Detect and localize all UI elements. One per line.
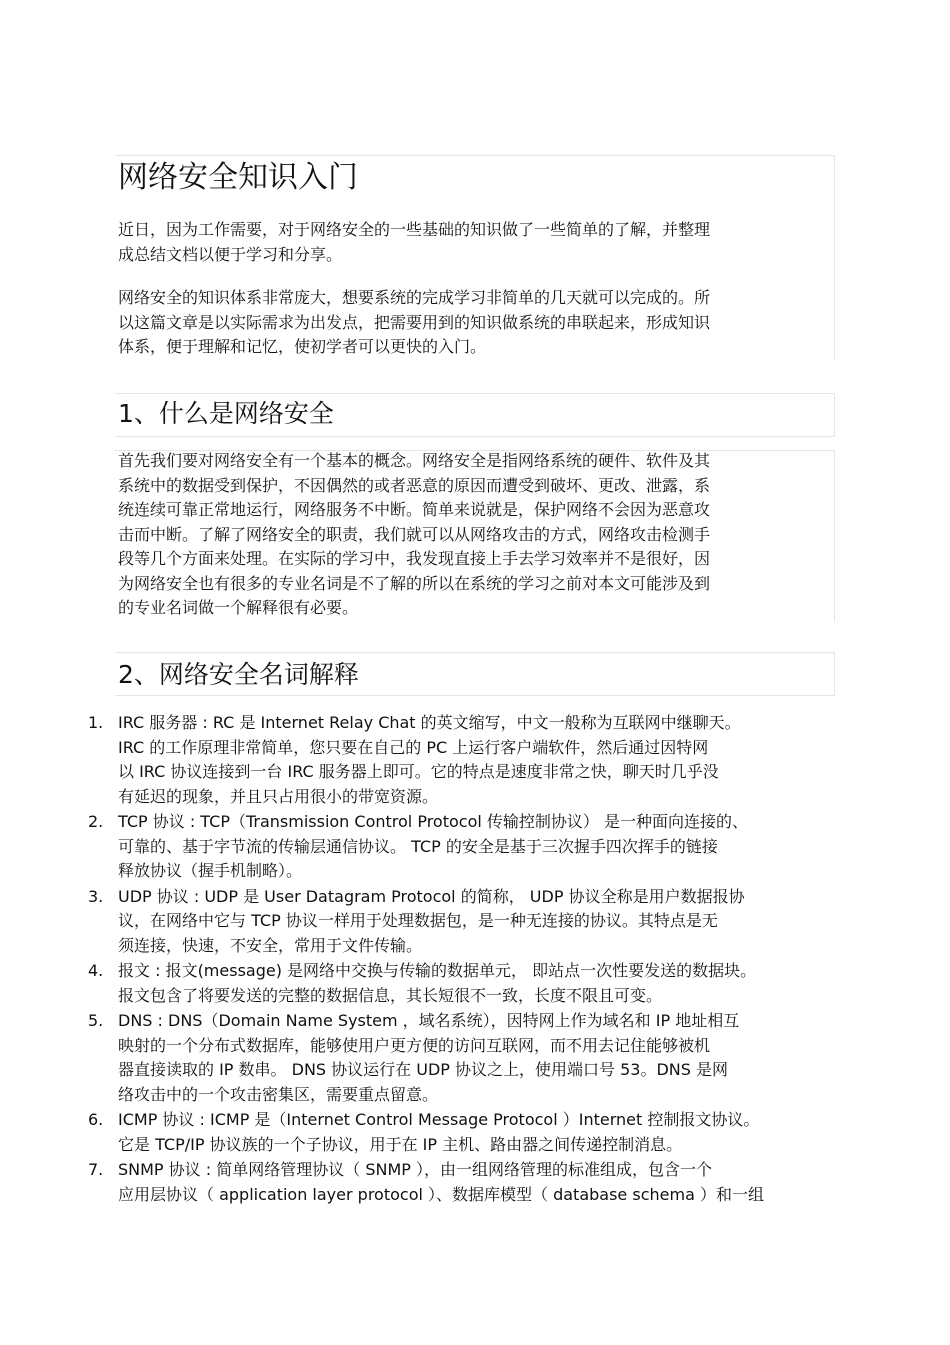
text-line: 成总结文档以便于学习和分享。 [118,244,343,264]
list-number: 2. [88,812,104,831]
page-title: 网络安全知识入门 [118,160,358,195]
text-line: 议，在网络中它与 TCP 协议一样用于处理数据包，是一种无连接的协议。其特点是无 [118,911,718,930]
text-line: 首先我们要对网络安全有一个基本的概念。网络安全是指网络系统的硬件、软件及其 [118,451,711,470]
text-line: 报文 : 报文(message) 是网络中交换与传输的数据单元， 即站点一次性要发送的数据块。 [118,961,757,980]
list-item [88,959,833,1008]
section1-heading: 1、什么是网络安全 [118,399,334,428]
text-line: 报文包含了将要发送的完整的数据信息，其长短很不一致，长度不限且可变。 [118,985,663,1005]
text-line: 为网络安全也有很多的专业名词是不了解的所以在系统的学习之前对本文可能涉及到 [118,573,711,593]
list-item [88,1158,833,1207]
text-line: 近日，因为工作需要，对于网络安全的一些基础的知识做了一些简单的了解，并整理 [118,220,711,239]
list-item [88,1108,833,1157]
text-line: 络攻击中的一个攻击密集区，需要重点留意。 [118,1084,439,1104]
text-line: 释放协议（握手机制略）。 [118,861,303,880]
text-line: 它是 TCP/IP 协议族的一个子协议，用于在 IP 主机、路由器之间传递控制消息。 [118,1134,683,1154]
text-line: 可靠的、基于字节流的传输层通信协议。 TCP 的安全是基于三次握手四次挥手的链接 [118,836,718,856]
text-line: IRC 的工作原理非常简单，您只要在自己的 PC 上运行客户端软件，然后通过因特网 [118,737,709,757]
list-number: 4. [88,961,104,980]
section2-heading: 2、网络安全名词解释 [118,660,359,689]
list-number: 5. [88,1011,104,1030]
list-number: 3. [88,886,104,906]
text-line: 应用层协议（ application layer protocol ）、数据库模型（ database schema ）和一组 [118,1184,764,1204]
text-line: 统连续可靠正常地运行，网络服务不中断。简单来说就是，保护网络不会因为恶意攻 [118,500,711,519]
text-line: 网络安全的知识体系非常庞大，想要系统的完成学习非简单的几天就可以完成的。所 [118,288,711,307]
intro-paragraph-1 [118,218,710,267]
text-line: 体系，便于理解和记忆，使初学者可以更快的入门。 [118,337,487,356]
intro-paragraph-2 [118,286,710,360]
text-line: 以这篇文章是以实际需求为出发点，把需要用到的知识做系统的串联起来，形成知识 [118,312,711,332]
list-item [88,711,833,809]
text-line: 段等几个方面来处理。在实际的学习中，我发现直接上手去学习效率并不是很好，因 [118,549,711,568]
text-line: 须连接，快速，不安全，常用于文件传输。 [118,935,423,955]
list-item [88,810,833,884]
list-item [88,885,833,959]
list-item [88,1009,833,1107]
text-line: 击而中断。了解了网络安全的职责，我们就可以从网络攻击的方式，网络攻击检测手 [118,524,711,544]
list-number: 1. [88,713,104,732]
text-line: UDP 协议 : UDP 是 User Datagram Protocol 的简称， UDP 协议全称是用户数据报协 [118,886,745,906]
text-line: TCP 协议 : TCP（Transmission Control Protocol 传输控制协议） 是一种面向连接的、 [118,812,748,831]
text-line: IRC 服务器 : RC 是 Internet Relay Chat 的英文缩写，中文一般称为互联网中继聊天。 [118,713,741,732]
text-line: 的专业名词做一个解释很有必要。 [118,598,359,617]
text-line: 系统中的数据受到保护，不因偶然的或者恶意的原因而遭受到破坏、更改、泄露，系 [118,475,711,495]
list-number: 7. [88,1160,104,1179]
list-number: 6. [88,1110,104,1129]
text-line: 以 IRC 协议连接到一台 IRC 服务器上即可。它的特点是速度非常之快，聊天时几乎没 [118,762,719,781]
text-line: ICMP 协议 : ICMP 是（Internet Control Message Protocol ）Internet 控制报文协议。 [118,1110,760,1129]
definition-list [88,711,833,1208]
text-line: DNS : DNS（Domain Name System ，域名系统），因特网上作为域名和 IP 地址相互 [118,1011,740,1030]
text-line: 映射的一个分布式数据库，能够使用户更方便的访问互联网，而不用去记住能够被机 [118,1035,711,1055]
text-line: 器直接读取的 IP 数串。 DNS 协议运行在 UDP 协议之上，使用端口号 53。DNS 是网 [118,1060,728,1079]
text-line: SNMP 协议 : 简单网络管理协议（ SNMP ），由一组网络管理的标准组成，包含一个 [118,1160,712,1179]
section1-paragraph [118,449,710,621]
text-line: 有延迟的现象，并且只占用很小的带宽资源。 [118,786,439,806]
